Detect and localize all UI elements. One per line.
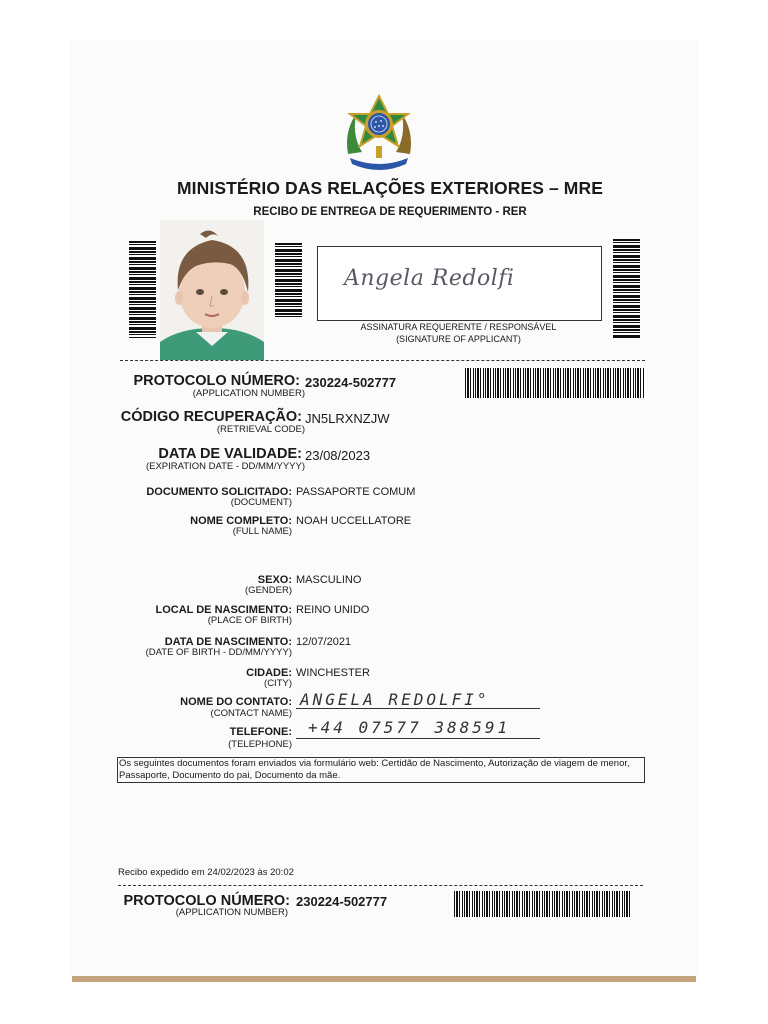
barcode-right [613, 239, 640, 338]
issued-timestamp: Recibo expedido em 24/02/2023 às 20:02 [118, 867, 294, 878]
gender-sub: (GENDER) [245, 585, 292, 596]
dashed-divider-bottom [118, 885, 643, 886]
validity-label: DATA DE VALIDADE: [158, 446, 302, 462]
retrieval-sub: (RETRIEVAL CODE) [216, 424, 305, 435]
contact-sub: (CONTACT NAME) [210, 708, 292, 719]
birthplace-label: LOCAL DE NASCIMENTO: [155, 604, 292, 616]
receipt-subtitle: RECIBO DE ENTREGA DE REQUERIMENTO - RER [253, 206, 527, 218]
footer-protocol-barcode [454, 891, 631, 917]
phone-value: +44 07577 388591 [308, 718, 511, 737]
signature-caption: ASSINATURA REQUERENTE / RESPONSÁVEL [360, 322, 557, 332]
birthplace-sub: (PLACE OF BIRTH) [207, 615, 292, 626]
gender-value: MASCULINO [296, 574, 362, 586]
retrieval-label: CÓDIGO RECUPERAÇÃO: [120, 409, 302, 425]
contact-label: NOME DO CONTATO: [180, 696, 292, 708]
city-label: CIDADE: [246, 667, 292, 679]
validity-value: 23/08/2023 [305, 448, 371, 463]
birthdate-label: DATA DE NASCIMENTO: [164, 636, 292, 648]
phone-sub: (TELEPHONE) [228, 739, 292, 750]
city-sub: (CITY) [264, 678, 292, 689]
page-edge [72, 976, 696, 982]
city-value: WINCHESTER [296, 667, 370, 679]
birthplace-value: REINO UNIDO [296, 604, 370, 616]
barcode-middle [275, 243, 302, 317]
birthdate-sub: (DATE OF BIRTH - DD/MM/YYYY) [145, 647, 292, 658]
document-sub: (DOCUMENT) [230, 497, 292, 508]
document-label: DOCUMENTO SOLICITADO: [146, 486, 292, 498]
protocol-barcode [465, 368, 645, 398]
protocol-value: 230224-502777 [305, 375, 397, 390]
signature-caption-en: (SIGNATURE OF APPLICANT) [396, 334, 521, 344]
ministry-title: MINISTÉRIO DAS RELAÇÕES EXTERIORES – MRE [177, 178, 603, 198]
full-name-sub: (FULL NAME) [232, 526, 292, 537]
gender-label: SEXO: [257, 574, 292, 586]
contact-value: ANGELA REDOLFI° [300, 690, 490, 709]
footer-protocol-sub: (APPLICATION NUMBER) [175, 907, 288, 918]
validity-sub: (EXPIRATION DATE - DD/MM/YYYY) [145, 461, 305, 472]
full-name-value: NOAH UCCELLATORE [296, 515, 412, 527]
protocol-sub: (APPLICATION NUMBER) [192, 388, 305, 399]
dashed-divider [120, 360, 645, 361]
applicant-photo [160, 220, 264, 360]
birthdate-value: 12/07/2021 [296, 636, 352, 648]
protocol-label: PROTOCOLO NÚMERO: [133, 373, 300, 389]
documents-note: Os seguintes documentos foram enviados via formulário web: Certidão de Nascimento, Autorização de viagem de menor, Passaporte, Documento do pai, Documento da mãe. [117, 757, 645, 783]
footer-protocol-label: PROTOCOLO NÚMERO: [123, 893, 290, 909]
coat-of-arms-emblem [336, 92, 422, 178]
retrieval-value: JN5LRXNZJW [305, 411, 390, 426]
barcode-left [129, 241, 156, 338]
footer-protocol-value: 230224-502777 [296, 894, 388, 909]
applicant-signature: Angela Redolfi [344, 266, 515, 291]
document-value: PASSAPORTE COMUM [296, 486, 416, 498]
phone-underline [296, 738, 540, 739]
full-name-label: NOME COMPLETO: [190, 515, 292, 527]
contact-underline [296, 708, 540, 709]
phone-label: TELEFONE: [229, 726, 292, 738]
